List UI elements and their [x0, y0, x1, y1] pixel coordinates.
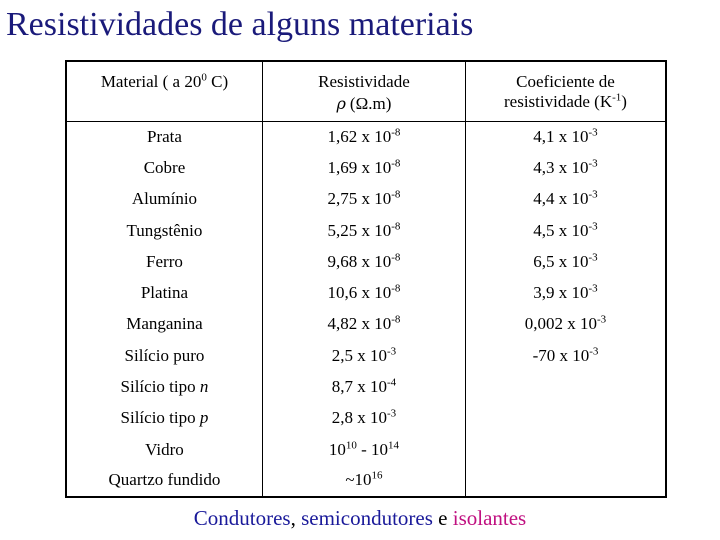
material-cell: [66, 371, 262, 402]
material-cell-part: Prata: [146, 126, 182, 146]
coefficient-cell-part: -3: [597, 313, 607, 326]
coefficient-cell: [465, 434, 666, 465]
material-cell-part: n: [199, 377, 209, 397]
material-cell-part: Quartzo fundido: [108, 470, 221, 490]
header-material: [66, 61, 262, 121]
coefficient-cell-part: 6,5 x 10: [533, 251, 589, 271]
header-coef-line2: resistividade (K: [504, 92, 613, 111]
header-coeficiente: [465, 61, 666, 121]
resistivity-cell-part: -8: [391, 219, 401, 232]
coefficient-cell: [465, 152, 666, 183]
table-row: [66, 309, 666, 340]
material-cell: [66, 246, 262, 277]
table-row: [66, 215, 666, 246]
coefficient-cell-part: -3: [588, 188, 598, 201]
coefficient-cell-part: -3: [588, 157, 598, 170]
coefficient-cell: [465, 184, 666, 215]
resistivity-cell: [262, 403, 465, 434]
coefficient-cell: [465, 309, 666, 340]
material-cell: [66, 121, 262, 152]
table-row: [66, 403, 666, 434]
material-cell-part: Tungstênio: [126, 220, 203, 240]
table-row: [66, 152, 666, 183]
footer-isolantes: isolantes: [452, 506, 527, 530]
header-coef-end: ): [621, 92, 627, 111]
rho-unit-text: (Ω.m): [349, 94, 392, 113]
resistivity-cell-part: -3: [386, 407, 397, 420]
coefficient-cell-part: 4,4 x 10: [533, 189, 589, 209]
resistivity-cell-part: -8: [391, 251, 401, 264]
table-row: [66, 434, 666, 465]
table-row: [66, 465, 666, 496]
resistivity-cell-part: -8: [391, 157, 401, 170]
material-cell: [66, 215, 262, 246]
resistivity-cell-part: 14: [388, 438, 400, 451]
material-cell: [66, 434, 262, 465]
footer-sep1: ,: [290, 506, 302, 530]
resistivity-cell-part: -8: [391, 313, 401, 326]
material-cell-part: Platina: [140, 283, 189, 303]
coefficient-cell: [465, 277, 666, 308]
resistivity-cell: [262, 184, 465, 215]
coefficient-cell: [465, 465, 666, 496]
coefficient-cell-part: -3: [588, 282, 598, 295]
resistivity-cell: [262, 465, 465, 496]
footer-caption: [0, 506, 720, 531]
header-material-text: Material ( a 20: [100, 72, 202, 91]
header-coef-line1: Coeficiente de: [516, 72, 615, 91]
resistivity-cell-part: 10: [345, 438, 357, 451]
resistivity-cell: [262, 152, 465, 183]
header-resistividade: [262, 61, 465, 121]
table-header-row: [66, 61, 666, 121]
resistivity-cell-part: -8: [391, 282, 401, 295]
resistivity-cell-part: 1,62 x 10: [327, 126, 392, 146]
table-row: [66, 371, 666, 402]
coefficient-cell-part: 4,5 x 10: [533, 220, 589, 240]
resistivity-cell-part: -3: [386, 345, 397, 358]
table-row: [66, 121, 666, 152]
slide-title: Resistividades de alguns materiais: [6, 6, 474, 43]
resistivity-cell-part: 2,8 x 10: [331, 408, 387, 428]
material-cell-part: Ferro: [146, 251, 183, 271]
material-cell: [66, 465, 262, 496]
header-material-sup: 0: [201, 71, 207, 84]
coefficient-cell-part: 3,9 x 10: [533, 283, 589, 303]
resistivity-cell-part: 2,5 x 10: [331, 345, 387, 365]
material-cell: [66, 152, 262, 183]
coefficient-cell-part: -3: [588, 126, 598, 139]
resistivity-cell-part: 4,82 x 10: [327, 314, 392, 334]
resistivity-cell-part: - 10: [356, 439, 389, 459]
resistivity-cell: [262, 215, 465, 246]
coefficient-cell-part: 4,1 x 10: [533, 126, 589, 146]
material-cell-part: p: [199, 408, 209, 428]
material-cell-part: Alumínio: [131, 189, 198, 209]
table-row: [66, 184, 666, 215]
material-cell: [66, 277, 262, 308]
header-rho-unit: [263, 94, 465, 114]
material-cell-part: Silício puro: [124, 345, 205, 365]
coefficient-cell-part: 0,002 x 10: [524, 314, 598, 334]
resistivity-cell: [262, 371, 465, 402]
resistivity-cell-part: ~10: [345, 470, 372, 490]
resistivity-cell-part: 10,6 x 10: [327, 283, 392, 303]
header-resistividade-text: Resistividade: [318, 72, 410, 91]
coefficient-cell-part: -3: [588, 219, 598, 232]
table-row: [66, 277, 666, 308]
header-coef-sup: -1: [612, 91, 622, 104]
resistivity-cell-part: 16: [371, 469, 383, 482]
material-cell: [66, 184, 262, 215]
coefficient-cell-part: 4,3 x 10: [533, 157, 589, 177]
material-cell: [66, 309, 262, 340]
resistivity-cell: [262, 121, 465, 152]
material-cell: [66, 340, 262, 371]
rho-symbol: ρ: [336, 94, 346, 113]
footer-sep2: e: [432, 506, 453, 530]
coefficient-cell: [465, 215, 666, 246]
resistivity-cell-part: 10: [328, 439, 346, 459]
table-row: [66, 340, 666, 371]
coefficient-cell: [465, 340, 666, 371]
resistivity-cell-part: -8: [391, 126, 401, 139]
resistivity-cell: [262, 277, 465, 308]
coefficient-cell: [465, 246, 666, 277]
material-cell-part: Cobre: [143, 157, 186, 177]
resistivity-cell: [262, 246, 465, 277]
coefficient-cell-part: -70 x 10: [532, 345, 590, 365]
resistivity-cell-part: 5,25 x 10: [327, 220, 392, 240]
material-cell: [66, 403, 262, 434]
resistivity-cell-part: 8,7 x 10: [331, 377, 387, 397]
material-cell-part: Manganina: [126, 314, 203, 334]
resistivity-cell-part: -8: [391, 188, 401, 201]
table-row: [66, 246, 666, 277]
coefficient-cell-part: -3: [589, 345, 599, 358]
resistivity-cell: [262, 309, 465, 340]
material-cell-part: Silício tipo: [120, 377, 200, 397]
coefficient-cell: [465, 403, 666, 434]
coefficient-cell: [465, 371, 666, 402]
resistivity-cell-part: 1,69 x 10: [327, 157, 392, 177]
material-cell-part: Vidro: [145, 439, 184, 459]
resistivity-cell-part: 2,75 x 10: [327, 189, 392, 209]
resistivity-cell-part: -4: [386, 376, 397, 389]
resistivity-cell: [262, 340, 465, 371]
resistivity-cell: [262, 434, 465, 465]
footer-semicondutores: semicondutores: [301, 506, 433, 530]
coefficient-cell: [465, 121, 666, 152]
header-material-end: C): [206, 72, 229, 91]
material-cell-part: Silício tipo: [120, 408, 200, 428]
resistivity-cell-part: 9,68 x 10: [327, 251, 392, 271]
coefficient-cell-part: -3: [588, 251, 598, 264]
resistivity-table: [65, 60, 667, 498]
footer-condutores: Condutores: [193, 506, 291, 530]
